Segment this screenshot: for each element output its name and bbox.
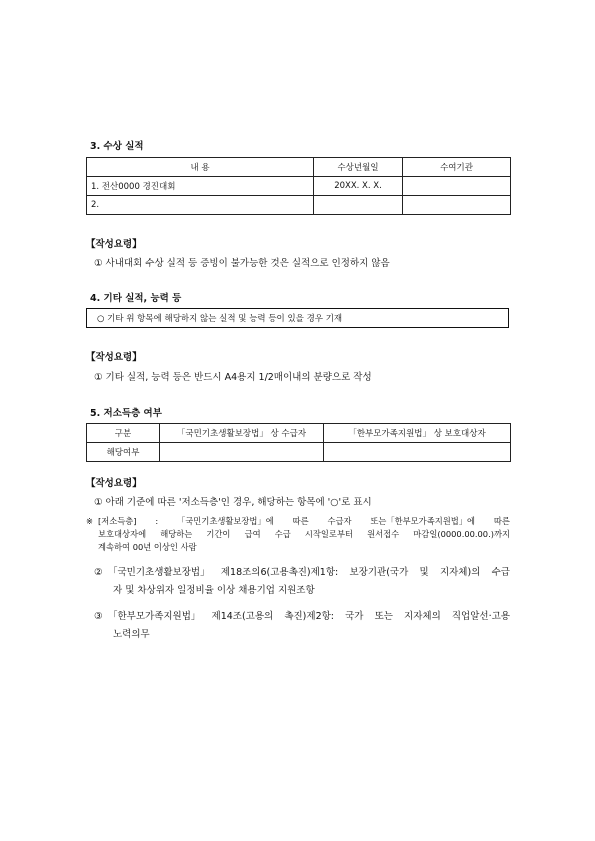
- item-number: ②: [94, 567, 103, 578]
- item-number: ③: [94, 611, 103, 622]
- note-word: 시작일로부터: [304, 529, 353, 539]
- item-line-1: [108, 608, 510, 626]
- note-word: 보호대상자에: [98, 529, 147, 539]
- item-line-2: 노력의무: [113, 629, 150, 640]
- low-income-table: [86, 423, 511, 462]
- section-5-guide-text: ① 아래 기준에 따른 '저소득층'인 경우, 해당하는 항목에 '○'로 표시: [94, 497, 372, 508]
- note-line-2: [98, 528, 510, 541]
- item-word: 지자체의: [404, 611, 441, 622]
- note-word: 기간이: [206, 529, 231, 539]
- item-word: 보장기관(국가: [349, 567, 409, 578]
- awards-table: [86, 157, 511, 215]
- section-4-title: 4. 기타 실적, 능력 등: [90, 293, 182, 304]
- section-3-guide-text: ① 사내대회 수상 실적 등 증빙이 불가능한 것은 실적으로 인정하지 않음: [94, 258, 390, 269]
- item-word: 「한부모가족지원법」: [108, 611, 201, 622]
- item-word: 제18조의6(고용촉진)제1항:: [220, 567, 339, 578]
- other-achievements-box: ○ 기타 위 항목에 해당하지 않는 실적 및 능력 등이 있을 경우 기재: [86, 308, 509, 328]
- section-4-guide-text: ① 기타 실적, 능력 등은 반드시 A4용지 1/2매이내의 분량으로 작성: [94, 372, 372, 383]
- note-word: :: [155, 516, 159, 526]
- item-word: 국가: [345, 611, 364, 622]
- item-line-1: [108, 564, 510, 582]
- table-header-row: [87, 424, 511, 443]
- note-word: 수급: [274, 529, 291, 539]
- section-3-title: 3. 수상 실적: [90, 141, 144, 152]
- note-word: 수급자: [327, 516, 352, 526]
- table-cell: 2.: [87, 196, 314, 215]
- table-row: [87, 177, 511, 196]
- note-word: 원서접수: [367, 529, 400, 539]
- header-basic-livelihood: 「국민기초생활보장법」 상 수급자: [160, 424, 324, 443]
- note-word: 마감일(0000.00.00.)까지: [413, 529, 510, 539]
- note-line-3: 계속하여 00년 이상인 사람: [98, 542, 197, 552]
- table-cell: 해당여부: [87, 443, 160, 462]
- item-word: 수급: [491, 567, 510, 578]
- item-word: 직업알선·고용: [451, 611, 510, 622]
- note-word: 따른: [493, 516, 510, 526]
- note-word: 해당하는: [160, 529, 193, 539]
- table-cell: [324, 443, 511, 462]
- note-mark: ※: [86, 516, 93, 526]
- section-4-guide-title: 【작성요령】: [86, 352, 142, 363]
- table-row: [87, 443, 511, 462]
- item-line-2: 자 및 차상위자 일정비율 이상 채용기업 지원조항: [113, 585, 315, 596]
- note-word: [저소득층]: [98, 516, 137, 526]
- section-5-guide-title: 【작성요령】: [86, 478, 142, 489]
- item-word: 「국민기초생활보장법」: [108, 567, 210, 578]
- section-5-title: 5. 저소득층 여부: [90, 408, 162, 419]
- note-word: 급여: [244, 529, 261, 539]
- note-word: 또는「한부모가족지원법」에: [370, 516, 476, 526]
- header-content: 내 용: [87, 158, 314, 177]
- item-word: 및: [419, 567, 429, 578]
- table-header-row: [87, 158, 511, 177]
- section-3-guide-title: 【작성요령】: [86, 239, 142, 250]
- item-word: 또는: [374, 611, 393, 622]
- item-word: 지자체)의: [439, 567, 481, 578]
- table-row: [87, 196, 511, 215]
- header-single-parent: 「한부모가족지원법」 상 보호대상자: [324, 424, 511, 443]
- note-line-1: [98, 515, 510, 528]
- header-category: 구분: [87, 424, 160, 443]
- item-word: 촉진)제2항:: [284, 611, 334, 622]
- header-awarding-org: 수여기관: [403, 158, 511, 177]
- table-cell: 1. 전산0000 경진대회: [87, 177, 314, 196]
- table-cell: [314, 196, 403, 215]
- table-cell: [403, 177, 511, 196]
- table-cell: 20XX. X. X.: [314, 177, 403, 196]
- header-award-date: 수상년월일: [314, 158, 403, 177]
- note-word: 「국민기초생활보장법」에: [177, 516, 274, 526]
- item-word: 제14조(고용의: [211, 611, 274, 622]
- table-cell: [403, 196, 511, 215]
- table-cell: [160, 443, 324, 462]
- note-word: 따른: [292, 516, 309, 526]
